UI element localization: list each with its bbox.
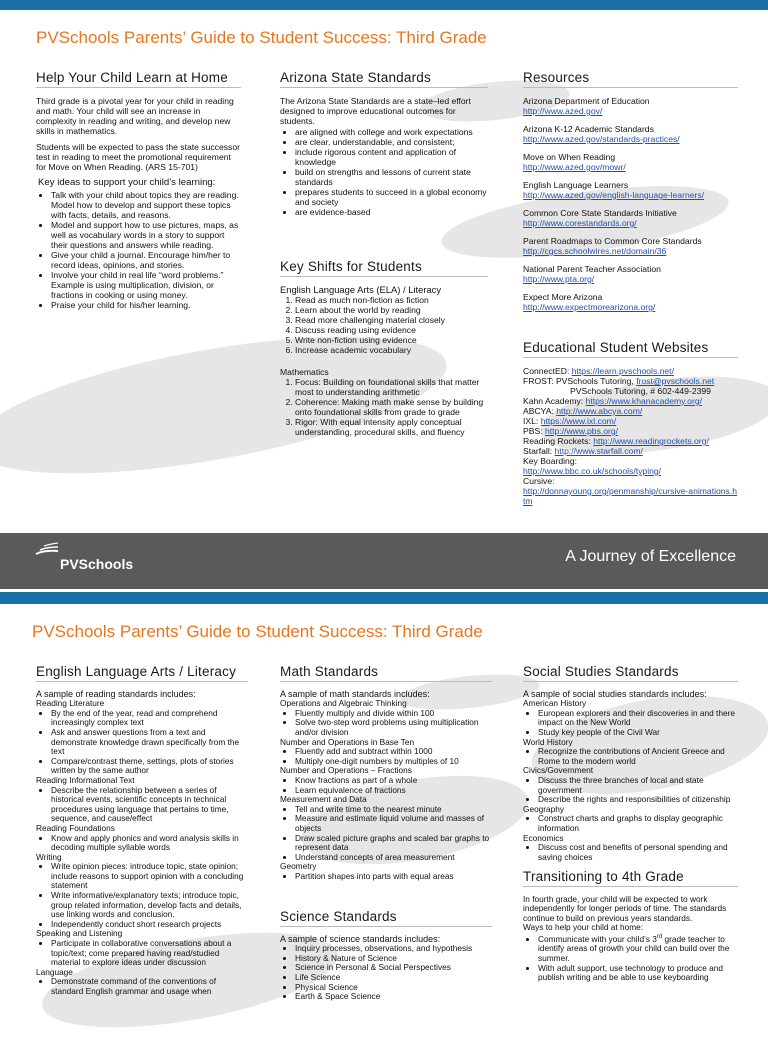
list-item: • Involve your child in real life “word problems.” Example is using multiplication, division, or fractions in cooking or using money. — [51, 270, 241, 300]
website-label: ConnectED: — [523, 366, 570, 376]
list-item: • Independently conduct short research projects — [51, 920, 248, 930]
oa-label: Operations and Algebraic Thinking — [280, 698, 407, 709]
list-item: • include rigorous content and application of knowledge — [295, 147, 488, 167]
tagline: A Journey of Excellence — [565, 548, 736, 565]
arizona-intro: The Arizona State Standards are a state–led effort designed to improve educational outcomes for students. — [280, 96, 471, 126]
key-shifts-heading: Key Shifts for Students — [280, 262, 488, 277]
list-item: • Participate in collaborative conversations about a topic/text; come prepared having read/studied material to explore ideas under discussion — [51, 939, 248, 968]
help-paragraph: Third grade is a pivotal year for your child in reading and math. Your child will see an increase in complexity in reading and writing, and develop new skills in mathematics. — [36, 96, 234, 136]
list-item: • Multiply one-digit numbers by multiples of 10 — [295, 757, 492, 767]
page-title: PVSchools Parents’ Guide to Student Success: Third Grade — [36, 28, 487, 47]
resource-link[interactable]: http://cgcs.schoolwires.net/domain/36 — [523, 246, 667, 256]
list-item: • Demonstrate command of the conventions of standard English grammar and usage when — [51, 977, 248, 996]
list-item: • Ask and answer questions from a text and demonstrate knowledge drawn specifically from the text — [51, 728, 248, 757]
list-item: 1. Read as much non-fiction as fiction — [295, 295, 488, 305]
economics-label: Economics — [523, 832, 564, 843]
geography-label: Geography — [523, 803, 565, 814]
resource-name: English Language Learners — [523, 180, 629, 190]
website-label: IXL: — [523, 416, 539, 426]
resource-name: Parent Roadmaps to Common Core Standards — [523, 236, 702, 246]
list-item: • Draw scaled picture graphs and scaled bar graphs to represent data — [295, 834, 492, 853]
websites-heading: Educational Student Websites — [523, 343, 738, 358]
md-list — [280, 805, 492, 863]
page2-title: PVSchools Parents’ Guide to Student Success: Third Grade — [32, 622, 483, 641]
list-item: • Understand concepts of area measurement — [295, 853, 492, 863]
resource-item — [523, 124, 738, 144]
resource-link[interactable]: http://www.pta.org/ — [523, 274, 595, 284]
ela-standards-heading: English Language Arts / Literacy — [36, 667, 248, 682]
list-item: • Talk with your child about topics they are reading. Model how to develop and support these topics with facts, details, and reasons. — [51, 190, 241, 220]
geometry-list — [280, 872, 492, 882]
resource-name: Common Core State Standards Initiative — [523, 208, 677, 218]
website-line — [523, 436, 738, 446]
list-item: • History & Nature of Science — [295, 954, 492, 964]
math-shifts-list — [280, 377, 488, 437]
transition-list — [523, 933, 738, 983]
website-line: PVSchools Tutoring, # 602-449-2399 — [570, 386, 711, 396]
list-item: • Describe the rights and responsibilities of citizenship — [538, 795, 738, 805]
ela-standards-section — [36, 664, 248, 997]
reading-literature-label: Reading Literature — [36, 698, 105, 709]
resource-item — [523, 236, 738, 256]
nf-list — [280, 776, 492, 795]
reading-foundations-list — [36, 834, 248, 853]
website-line — [523, 446, 738, 456]
website-link[interactable]: https://www.khanacademy.org/ — [585, 396, 702, 406]
website-line — [523, 366, 738, 376]
list-item: • Science in Personal & Social Perspectives — [295, 963, 492, 973]
list-item: • prepares students to succeed in a global economy and society — [295, 187, 488, 207]
page2-top-bar — [0, 592, 768, 604]
key-shifts-section — [280, 259, 488, 437]
list-item: • Learn equivalence of fractions — [295, 786, 492, 796]
reading-informational-label: Reading Informational Text — [36, 774, 135, 785]
list-item: • Physical Science — [295, 983, 492, 993]
civics-list — [523, 776, 738, 805]
nf-label: Number and Operations – Fractions — [280, 765, 412, 776]
resource-item — [523, 208, 738, 228]
website-link[interactable]: http://www.abcya.com/ — [556, 406, 643, 416]
resources-heading: Resources — [523, 73, 738, 88]
transition-intro: In fourth grade, your child will be expected to work independently for longer periods of time. The standards continue to build on previous years standards. — [523, 893, 727, 923]
list-item: • Fluently add and subtract within 1000 — [295, 747, 492, 757]
list-item: • Write opinion pieces: introduce topic, state opinion; include reasons to support opinion with a concluding statement — [51, 862, 248, 891]
math-standards-heading: Math Standards — [280, 667, 492, 682]
resource-link[interactable]: http://www.azed.gov/english-language-learners/ — [523, 190, 705, 200]
website-label: Starfall: — [523, 446, 553, 456]
list-item: • are evidence-based — [295, 207, 488, 217]
list-item: • are aligned with college and work expectations — [295, 127, 488, 137]
list-item: 2. Coherence: Making math make sense by building onto foundational skills from grade to grade — [295, 397, 488, 417]
american-history-label: American History — [523, 698, 587, 709]
website-link[interactable]: http://donnayoung.org/penmanship/cursive-animations.htm — [523, 486, 738, 506]
resource-item — [523, 264, 738, 284]
list-item: • Recognize the contributions of Ancient Greece and Rome to the modern world — [538, 747, 738, 766]
list-item: • European explorers and their discoveries in and there impact on the New World — [538, 709, 738, 728]
website-link[interactable]: https://learn.pvschools.net/ — [571, 366, 674, 376]
websites-section — [523, 340, 738, 506]
website-line — [523, 396, 738, 406]
list-item: • Solve two-step word problems using multiplication and/or division — [295, 718, 492, 737]
science-intro: A sample of science standards includes: — [280, 933, 441, 944]
help-heading: Help Your Child Learn at Home — [36, 73, 241, 88]
list-item: • Compare/contrast theme, settings, plots of stories written by the same author — [51, 757, 248, 776]
website-label: FROST: PVSchools Tutoring, — [523, 376, 634, 386]
list-item: • Give your child a journal. Encourage him/her to record ideas, opinions, and stories. — [51, 250, 241, 270]
website-line — [523, 406, 738, 416]
website-link[interactable]: https://www.ixl.com/ — [540, 416, 617, 426]
key-ideas-label: Key ideas to support your child’s learning: — [38, 177, 216, 188]
item-text: Communicate with your child’s 3 — [538, 933, 657, 944]
item-text: grade teacher to identify areas of growth your child can build over the summer. — [538, 933, 730, 963]
help-list — [36, 190, 241, 310]
website-link[interactable]: http://www.pbs.org/ — [544, 426, 619, 436]
resource-name: Arizona Department of Education — [523, 96, 650, 106]
website-link[interactable]: http://www.bbc.co.uk/schools/typing/ — [523, 466, 662, 476]
website-line: Key Boarding: — [523, 456, 577, 466]
ways-label: Ways to help your child at home: — [523, 922, 644, 933]
writing-label: Writing — [36, 851, 62, 862]
list-item: • build on strengths and lessons of current state standards — [295, 167, 488, 187]
list-item: • Describe the relationship between a series of historical events, scientific concepts in technical procedures using language that pertains to time, sequence, and cause/effect — [51, 786, 248, 824]
md-label: Measurement and Data — [280, 794, 367, 805]
list-item: • With adult support, use technology to produce and publish writing and be able to use keyboarding — [538, 964, 738, 983]
list-item: 3. Rigor: With equal intensity apply conceptual understanding, procedural skills, and fluency — [295, 417, 488, 437]
website-line — [523, 426, 738, 436]
transition-heading: Transitioning to 4th Grade — [523, 872, 738, 887]
website-line: Cursive: — [523, 476, 555, 486]
speaking-listening-label: Speaking and Listening — [36, 928, 123, 939]
resource-name: Expect More Arizona — [523, 292, 603, 302]
world-history-list — [523, 747, 738, 766]
resource-item — [523, 292, 738, 312]
list-item: • Write informative/explanatory texts; introduce topic, group related information, develop facts and details, use linking words and conclusion. — [51, 891, 248, 920]
nbt-list — [280, 747, 492, 766]
resources-section — [523, 70, 738, 320]
reading-foundations-label: Reading Foundations — [36, 822, 115, 833]
arizona-list — [280, 127, 488, 217]
website-link[interactable]: http://www.starfall.com/ — [554, 446, 643, 456]
list-item: • Know fractions as part of a whole — [295, 776, 492, 786]
list-item: • Life Science — [295, 973, 492, 983]
help-section — [36, 70, 241, 310]
superscript: rd — [656, 933, 663, 940]
website-link[interactable]: frost@pvschools.net — [636, 376, 715, 386]
list-item: • are clear, understandable, and consistent; — [295, 137, 488, 147]
geometry-label: Geometry — [280, 861, 317, 872]
list-item: 5. Write non-fiction using evidence — [295, 335, 488, 345]
arizona-section — [280, 70, 488, 217]
list-item: • Discuss the three branches of local and state government — [538, 776, 738, 795]
science-standards-heading: Science Standards — [280, 912, 492, 927]
list-item: • Partition shapes into parts with equal areas — [295, 872, 492, 882]
website-label: Reading Rockets: — [523, 436, 591, 446]
math-label: Mathematics — [280, 367, 329, 377]
list-item: 4. Discuss reading using evidence — [295, 325, 488, 335]
resource-item — [523, 152, 738, 172]
resource-link[interactable]: http://www.azed.gov/ — [523, 106, 603, 116]
list-item: • Know and apply phonics and word analysis skills in decoding multiple syllable words — [51, 834, 248, 853]
math-standards-section — [280, 664, 492, 881]
world-history-label: World History — [523, 736, 573, 747]
website-label: Kahn Academy: — [523, 396, 584, 406]
nbt-label: Number and Operations in Base Ten — [280, 736, 415, 747]
list-item: • Study key people of the Civil War — [538, 728, 738, 738]
reading-informational-list — [36, 786, 248, 824]
resource-link[interactable]: http://www.corestandards.org/ — [523, 218, 637, 228]
list-item: 1. Focus: Building on foundational skills that matter most to understanding arithmetic — [295, 377, 488, 397]
reading-literature-list — [36, 709, 248, 776]
math-intro: A sample of math standards includes: — [280, 688, 430, 699]
resource-name: Arizona K-12 Academic Standards — [523, 124, 654, 134]
language-list — [36, 977, 248, 996]
arizona-heading: Arizona State Standards — [280, 73, 488, 88]
help-paragraph: Students will be expected to pass the state successor test in reading to meet the promotional requirement for Move on When Reading. (ARS 15-701) — [36, 142, 240, 172]
list-item: • Discuss cost and benefits of personal spending and saving choices — [538, 843, 738, 862]
list-item: • Measure and estimate liquid volume and masses of objects — [295, 814, 492, 833]
list-item: • Model and support how to use pictures, maps, as well as vocabulary words in a story to support their questions and answers while reading. — [51, 220, 241, 250]
social-intro: A sample of social studies standards includes: — [523, 688, 707, 699]
science-standards-section — [280, 909, 492, 1002]
oa-list — [280, 709, 492, 738]
website-label: ABCYA: — [523, 406, 554, 416]
list-item: 2. Learn about the world by reading — [295, 305, 488, 315]
list-item: • Tell and write time to the nearest minute — [295, 805, 492, 815]
pvschools-logo: PVSchools — [60, 556, 134, 572]
economics-list — [523, 843, 738, 862]
website-line — [523, 416, 738, 426]
social-studies-heading: Social Studies Standards — [523, 667, 738, 682]
list-item — [538, 933, 738, 964]
list-item: 6. Increase academic vocabulary — [295, 345, 488, 355]
pvschools-logo-icon — [34, 541, 60, 559]
american-history-list — [523, 709, 738, 738]
ela-shifts-list — [280, 295, 488, 355]
resource-link[interactable]: http://www.expectmorearizona.org/ — [523, 302, 656, 312]
transition-section — [523, 869, 738, 983]
resource-item — [523, 180, 738, 200]
list-item: • Fluently multiply and divide within 100 — [295, 709, 492, 719]
social-studies-section — [523, 664, 738, 862]
website-label: PBS: — [523, 426, 543, 436]
language-label: Language — [36, 966, 73, 977]
list-item: • Construct charts and graphs to display geographic information — [538, 814, 738, 833]
speaking-listening-list — [36, 939, 248, 968]
website-link[interactable]: http://www.readingrockets.org/ — [593, 436, 709, 446]
ela-intro: A sample of reading standards includes: — [36, 688, 196, 699]
list-item: • Praise your child for his/her learning. — [51, 300, 241, 310]
list-item: 3. Read more challenging material closely — [295, 315, 488, 325]
resource-name: Move on When Reading — [523, 152, 616, 162]
list-item: • By the end of the year, read and comprehend increasingly complex text — [51, 709, 248, 728]
website-line — [523, 376, 738, 386]
resource-item — [523, 96, 738, 116]
science-list — [280, 944, 492, 1002]
civics-label: Civics/Government — [523, 765, 594, 776]
list-item: • Inquiry processes, observations, and hypothesis — [295, 944, 492, 954]
resource-name: National Parent Teacher Association — [523, 264, 661, 274]
ela-label: English Language Arts (ELA) / Literacy — [280, 284, 442, 295]
resource-link[interactable]: http://www.azed.gov/standards-practices/ — [523, 134, 680, 144]
resource-link[interactable]: http://www.azed.gov/mowr/ — [523, 162, 626, 172]
writing-list — [36, 862, 248, 929]
geography-list — [523, 814, 738, 833]
list-item: • Earth & Space Science — [295, 992, 492, 1002]
top-bar — [0, 0, 768, 10]
